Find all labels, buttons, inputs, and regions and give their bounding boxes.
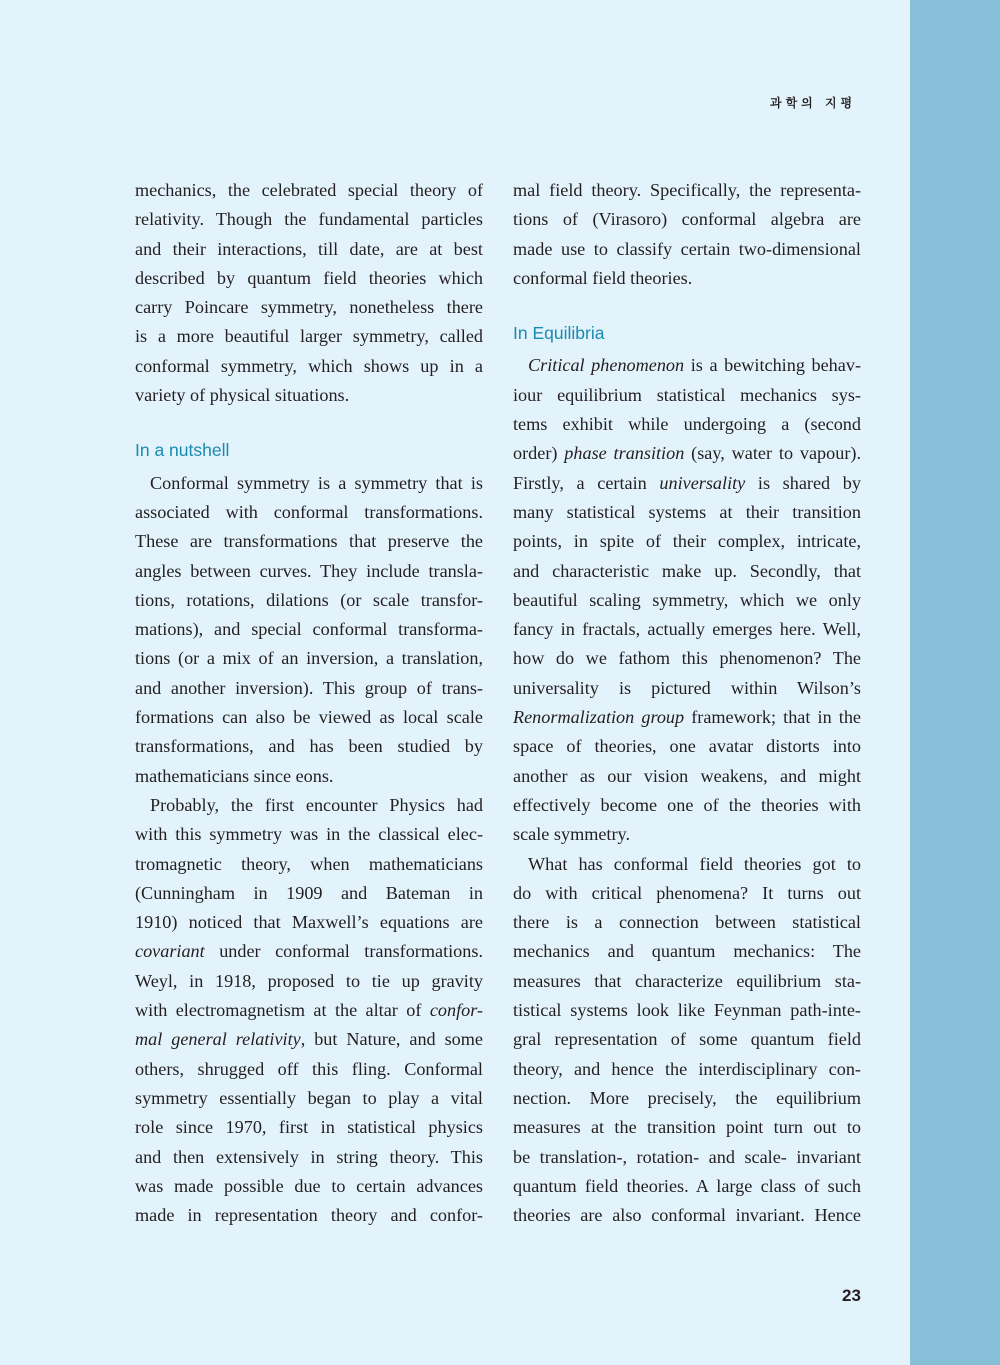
text-line: What has conformal field theories got to [528,853,861,874]
text-run: , but Nature, and some [300,1029,483,1050]
section-heading: In a nutshell [135,440,230,461]
paragraph [135,791,483,1230]
text-line: and then extensively in string theory. This [135,1146,483,1167]
side-color-band [910,0,1000,1365]
text-line: mations), and special conformal transforma- [135,619,483,640]
text-line: is a more beautiful larger symmetry, called [135,326,483,347]
text-line: described by quantum field theories which [135,267,483,288]
text-line: role since 1970, first in statistical physics [135,1117,483,1138]
italic-term: phase transition [564,443,685,464]
text-line: made in representation theory and confor- [135,1205,483,1226]
text-line: do with critical phenomena? It turns out [513,882,861,903]
text-line: gral representation of some quantum field [513,1029,861,1050]
text-line: mechanics and quantum mechanics: The [513,941,861,962]
text-line: universality is pictured within Wilson’s [513,677,861,698]
text-line: These are transformations that preserve the [135,531,483,552]
paragraph [513,850,861,1231]
text-line: nection. More precisely, the equilibrium [513,1087,861,1108]
text-run: order) [513,443,565,464]
text-line: angles between curves. They include transla- [135,560,483,581]
text-line: points, in spite of their complex, intricate, [513,531,861,552]
text-line: was made possible due to certain advances [135,1175,483,1196]
text-line: conformal field theories. [513,267,693,288]
text-line: tions, rotations, dilations (or scale transfor- [135,589,483,610]
page-number: 23 [842,1286,861,1305]
text-line: formations can also be viewed as local scale [135,707,483,728]
italic-term: Renormalization group [513,707,685,728]
text-run: Firstly, a certain [513,472,660,493]
text-line: many statistical systems at their transition [513,501,861,522]
text-line: theory, and hence the interdisciplinary con- [513,1058,861,1079]
text-run: is shared by [745,472,861,493]
text-line: how do we fathom this phenomenon? The [513,648,861,669]
text-line: mechanics, the celebrated special theory of [135,180,483,200]
paragraph [135,469,483,791]
text-line: scale symmetry. [513,824,631,845]
text-line: measures at the transition point turn out to [513,1117,861,1138]
text-line: mathematicians since eons. [135,765,334,786]
italic-term: confor- [429,1000,483,1021]
text-line: transformations, and has been studied by [135,736,483,757]
text-line: conformal symmetry, which shows up in a [135,355,483,376]
text-run: is a bewitching behav- [684,355,861,376]
text-line: 1910) noticed that Maxwell’s equations are [135,912,483,933]
text-line: Weyl, in 1918, proposed to tie up gravity [135,970,483,991]
text-line [135,1025,483,1054]
text-line: others, shrugged off this fling. Conformal [135,1058,483,1079]
text-line: there is a connection between statistical [513,912,861,933]
text-line: tems exhibit while undergoing a (second [513,414,861,435]
text-line: quantum field theories. A large class of such [513,1175,861,1196]
italic-term: covariant [135,941,205,962]
italic-term: Critical phenomenon [528,355,685,376]
section-heading: In Equilibria [513,323,605,344]
text-line: associated with conformal transformations. [135,501,483,522]
text-line: made use to classify certain two-dimensional [513,238,861,259]
text-line: theories are also conformal invariant. Hence [513,1205,861,1226]
text-line: relativity. Though the fundamental particles [135,209,483,230]
text-line: and their interactions, till date, are at best [135,238,483,259]
text-line: be translation-, rotation- and scale- invariant [513,1146,861,1167]
text-line: tistical systems look like Feynman path-inte- [513,1000,861,1021]
text-line: (Cunningham in 1909 and Bateman in [135,882,483,903]
left-column [135,176,483,1230]
text-line: and characteristic make up. Secondly, that [513,560,861,581]
text-line: tromagnetic theory, when mathematicians [135,853,483,874]
text-line: tions of (Virasoro) conformal algebra are [513,209,861,230]
text-line: iour equilibrium statistical mechanics sys- [513,384,861,405]
text-line [513,469,861,498]
running-head: 과학의 지평 [770,96,857,110]
right-column [513,176,861,1230]
italic-term: mal general relativity [135,1029,301,1050]
text-line [513,703,861,732]
text-line: carry Poincare symmetry, nonetheless there [135,297,483,318]
text-line: variety of physical situations. [135,385,350,406]
text-line: symmetry essentially began to play a vital [135,1087,483,1108]
text-line [135,996,483,1025]
text-line: measures that characterize equilibrium sta- [513,970,861,991]
text-line [513,439,861,468]
text-run: with electromagnetism at the altar of [135,1000,430,1021]
text-line: Probably, the first encounter Physics had [150,794,483,815]
italic-term: universality [659,472,746,493]
text-line [135,937,483,966]
text-run: (say, water to vapour). [684,443,861,464]
text-line: mal field theory. Specifically, the representa- [513,180,861,200]
text-line: another as our vision weakens, and might [513,765,861,786]
text-line: with this symmetry was in the classical elec- [135,824,483,845]
text-line: fancy in fractals, actually emerges here. Well, [513,619,861,640]
text-line: and another inversion). This group of trans- [135,677,483,698]
paragraph [135,176,483,410]
text-line [513,351,861,380]
paragraph [513,351,861,849]
text-run: under conformal transformations. [204,941,483,962]
paragraph [513,176,861,293]
text-line: tions (or a mix of an inversion, a translation, [135,648,483,669]
text-line: beautiful scaling symmetry, which we only [513,589,861,610]
text-line: effectively become one of the theories with [513,794,861,815]
text-line: Conformal symmetry is a symmetry that is [150,472,483,493]
text-line: space of theories, one avatar distorts into [513,736,861,757]
text-run: framework; that in the [684,707,861,728]
